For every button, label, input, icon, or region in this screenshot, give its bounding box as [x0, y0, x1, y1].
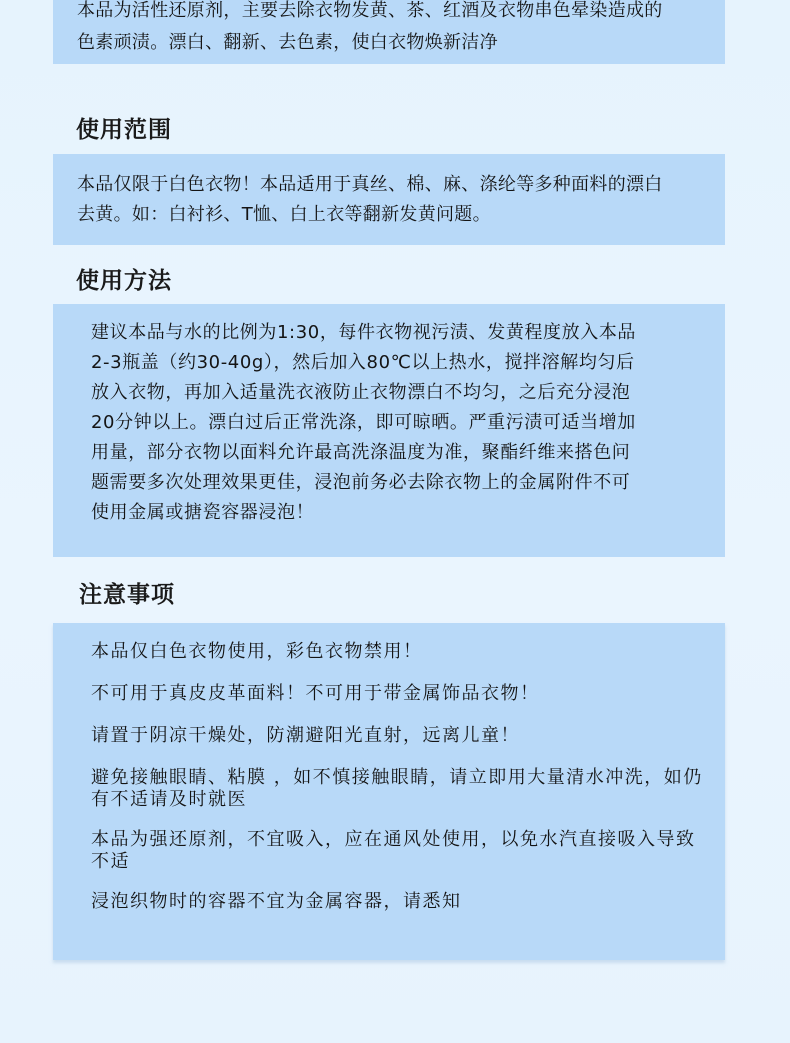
scope-box	[53, 154, 725, 245]
usage-heading: 使用方法	[76, 268, 172, 294]
note-item: 不可用于真皮皮革面料！不可用于带金属饰品衣物！	[91, 683, 540, 704]
scope-line-1: 本品仅限于白色衣物！本品适用于真丝、棉、麻、涤纶等多种面料的漂白	[77, 174, 663, 195]
intro-box	[53, 0, 725, 64]
note-item: 避免接触眼睛、粘膜 ，如不慎接触眼睛，请立即用大量清水冲洗，如仍有不适请及时就医	[91, 767, 703, 810]
intro-line-1: 本品为活性还原剂，主要去除衣物发黄、茶、红酒及衣物串色晕染造成的	[77, 0, 663, 21]
usage-line: 题需要多次处理效果更佳，浸泡前务必去除衣物上的金属附件不可	[91, 472, 631, 493]
note-item: 本品仅白色衣物使用，彩色衣物禁用！	[91, 641, 423, 662]
usage-line: 用量，部分衣物以面料允许最高洗涤温度为准，聚酯纤维来搭色问	[91, 442, 631, 463]
note-item: 请置于阴凉干燥处，防潮避阳光直射，远离儿童！	[91, 725, 520, 746]
note-item: 浸泡织物时的容器不宜为金属容器，请悉知	[91, 891, 462, 912]
usage-box	[53, 304, 725, 557]
intro-line-2: 色素顽渍。漂白、翻新、去色素，使白衣物焕新洁净	[77, 32, 498, 53]
scope-heading: 使用范围	[76, 117, 172, 143]
usage-line: 使用金属或搪瓷容器浸泡！	[91, 502, 315, 523]
usage-line: 20分钟以上。漂白过后正常洗涤，即可晾晒。严重污渍可适当增加	[91, 412, 636, 433]
usage-line: 建议本品与水的比例为1:30，每件衣物视污渍、发黄程度放入本品	[91, 322, 637, 343]
usage-line: 2-3瓶盖（约30-40g），然后加入80℃以上热水，搅拌溶解均匀后	[91, 352, 635, 373]
notes-box	[53, 623, 725, 960]
note-item: 本品为强还原剂，不宜吸入，应在通风处使用，以免水汽直接吸入导致不适	[91, 829, 696, 872]
notes-heading: 注意事项	[79, 582, 175, 608]
usage-line: 放入衣物，再加入适量洗衣液防止衣物漂白不均匀，之后充分浸泡	[91, 382, 631, 403]
scope-line-2: 去黄。如：白衬衫、T恤、白上衣等翻新发黄问题。	[77, 204, 491, 225]
